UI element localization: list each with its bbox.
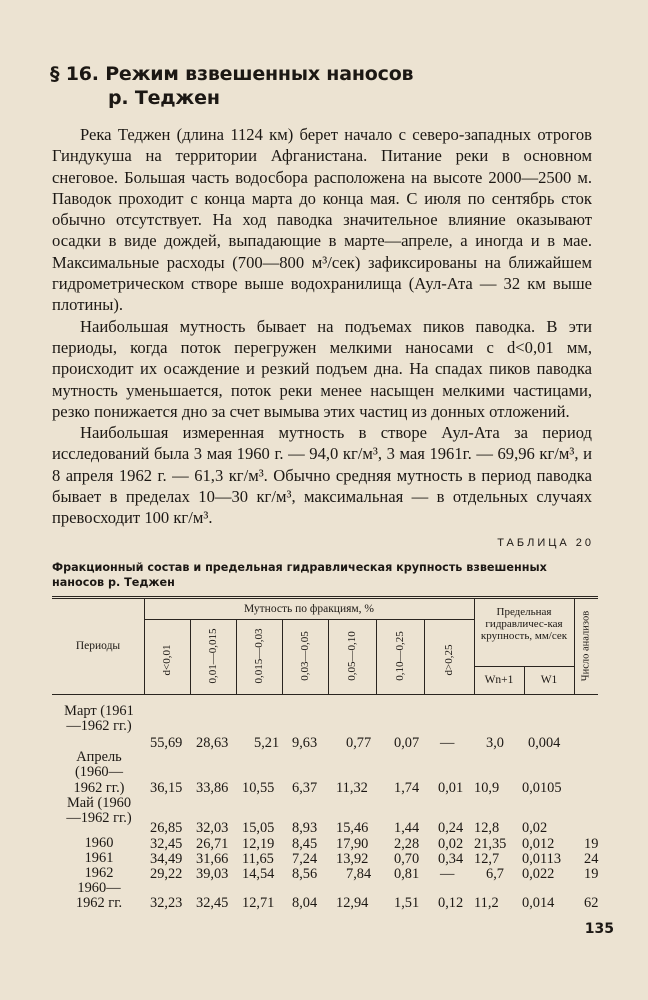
header-fraction: d>0,25 bbox=[443, 644, 455, 676]
header-limit-group: Предельная гидравличес-кая крупность, мм/сек bbox=[480, 606, 568, 642]
table-cell: 8,56 bbox=[292, 866, 318, 882]
table-cell: 32,45 bbox=[150, 836, 183, 852]
table-cell: 0,24 bbox=[438, 820, 464, 836]
header-fraction: 0,03—0,05 bbox=[299, 631, 311, 681]
table-cell: 0,70 bbox=[394, 851, 420, 867]
table-cell: 7,24 bbox=[292, 851, 318, 867]
header-w-n-plus-1: Wn+1 bbox=[484, 674, 514, 686]
table-caption: Фракционный состав и предельная гидравлическая крупность взвешенных наносов р. Теджен bbox=[52, 561, 547, 589]
row-period: Апрель (1960—1962 гг.) bbox=[73, 749, 125, 796]
table-cell: 0,022 bbox=[522, 866, 555, 882]
table-cell: 33,86 bbox=[196, 780, 229, 796]
table-cell: 11,2 bbox=[474, 895, 499, 911]
table-cell: 12,19 bbox=[242, 836, 275, 852]
col-divider bbox=[574, 598, 575, 694]
header-fraction: d<0,01 bbox=[161, 644, 173, 676]
paragraph: Наибольшая измеренная мутность в створе Аул-Ата за период исследований была 3 мая 1960 г. — 94,0 кг/м³, 3 мая 1961г. — 69,96 кг/м³, и 8 апреля 1962 г. — 61,3 кг/м³. Обычно средняя мутность в период паводка бывает в пределах 10—30 кг/м³, максимальная — в отдельных случаях превосходит 100 кг/м³. bbox=[52, 423, 592, 528]
table-cell: 0,02 bbox=[438, 836, 464, 852]
table-cell: 15,46 bbox=[336, 820, 369, 836]
table-cell: 26,71 bbox=[196, 836, 229, 852]
table-cell: 14,54 bbox=[242, 866, 275, 882]
table-cell: 24 bbox=[584, 851, 599, 867]
row-period: 1962 bbox=[84, 865, 114, 881]
table-cell: 0,07 bbox=[394, 735, 420, 751]
table-cell: 8,45 bbox=[292, 836, 318, 852]
table-cell: — bbox=[440, 866, 455, 882]
table-cell: 1,44 bbox=[394, 820, 420, 836]
header-fraction: 0,015—0,03 bbox=[253, 628, 265, 684]
section-title-line-2: р. Теджен bbox=[108, 87, 220, 109]
table-cell: 19 bbox=[584, 866, 599, 882]
col-divider bbox=[328, 619, 329, 694]
table-cell: 10,9 bbox=[474, 780, 500, 796]
table-cell: 1,51 bbox=[394, 895, 420, 911]
table-cell: 10,55 bbox=[242, 780, 275, 796]
table-cell: 9,63 bbox=[292, 735, 318, 751]
table-cell: 7,84 bbox=[346, 866, 372, 882]
body-text bbox=[52, 124, 592, 529]
table-cell: 6,37 bbox=[292, 780, 318, 796]
table-cell: 6,7 bbox=[486, 866, 504, 882]
table-cell: 8,93 bbox=[292, 820, 318, 836]
table-cell: 36,15 bbox=[150, 780, 183, 796]
table-cell: 0,0105 bbox=[522, 780, 562, 796]
header-fraction: 0,05—0,10 bbox=[346, 631, 358, 681]
table-cell: 12,7 bbox=[474, 851, 500, 867]
table-cell: 31,66 bbox=[196, 851, 229, 867]
table-cell: 19 bbox=[584, 836, 599, 852]
table-cell: 0,77 bbox=[346, 735, 372, 751]
table-cell: 26,85 bbox=[150, 820, 183, 836]
table-cell: 0,0113 bbox=[522, 851, 562, 867]
table-cell: 39,03 bbox=[196, 866, 229, 882]
table-cell: 2,28 bbox=[394, 836, 420, 852]
paragraph: Река Теджен (длина 1124 км) берет начало с северо-западных отрогов Гиндукуша на территории Афганистана. Питание реки в основном снеговое. Большая часть водосбора расположена на высоте 2000—2500 м. Паводок проходит с конца марта до конца мая. С июля по сентябрь сток обычно отсутствует. На ход паводка значительное влияние оказывают осадки в виде дождей, выпадающие в марте—апреле, а иногда и в мае. Максимальные расходы (700—800 м³/сек) зафиксированы на ближайшем гидрометрическом створе выше водохранилища (Аул-Ата — 32 км выше плотины). bbox=[52, 125, 592, 315]
table-cell: 3,0 bbox=[486, 735, 504, 751]
header-w1: W1 bbox=[540, 674, 558, 686]
table-cell: 0,81 bbox=[394, 866, 420, 882]
col-divider bbox=[190, 619, 191, 694]
row-period: 1960—1962 гг. bbox=[75, 880, 123, 912]
table-cell: 34,49 bbox=[150, 851, 183, 867]
table-label: ТАБЛИЦА 20 bbox=[497, 537, 594, 549]
table-cell: 0,004 bbox=[528, 735, 561, 751]
section-heading bbox=[50, 62, 610, 110]
table-cell: 21,35 bbox=[474, 836, 507, 852]
col-divider bbox=[424, 619, 425, 694]
table-cell: 32,45 bbox=[196, 895, 229, 911]
row-period: Март (1961—1962 гг.) bbox=[64, 703, 134, 735]
table-cell: 32,03 bbox=[196, 820, 229, 836]
header-turbidity-group: Мутность по фракциям, % bbox=[243, 603, 375, 615]
section-title-line-1: § 16. Режим взвешенных наносов bbox=[50, 63, 414, 85]
table-cell: 28,63 bbox=[196, 735, 229, 751]
table-top-rule bbox=[52, 596, 598, 597]
table-cell: — bbox=[440, 735, 455, 751]
col-divider bbox=[236, 619, 237, 694]
table-cell: 12,94 bbox=[336, 895, 369, 911]
table-cell: 13,92 bbox=[336, 851, 369, 867]
header-periods: Периоды bbox=[75, 640, 121, 652]
table-cell: 17,90 bbox=[336, 836, 369, 852]
table-cell: 29,22 bbox=[150, 866, 183, 882]
header-fraction: 0,01—0,015 bbox=[207, 628, 219, 684]
page-number: 135 bbox=[584, 921, 614, 937]
paragraph: Наибольшая мутность бывает на подъемах пиков паводка. В эти периоды, когда поток перегружен мелкими наносами с d<0,01 мм, происходит их осаждение и резкий подъем дна. На спадах пиков паводка мутность уменьшается, поток реки менее насыщен мелкими частицами, резко понижается дно за счет вымыва этих частиц из донных отложений. bbox=[52, 316, 592, 421]
row-period: Май (1960—1962 гг.) bbox=[66, 795, 132, 827]
table-cell: 0,012 bbox=[522, 836, 555, 852]
table-cell: 8,04 bbox=[292, 895, 318, 911]
header-count: Число анализов bbox=[580, 610, 592, 682]
table-cell: 62 bbox=[584, 895, 599, 911]
table-cell: 0,12 bbox=[438, 895, 464, 911]
table-cell: 11,65 bbox=[242, 851, 274, 867]
table-cell: 32,23 bbox=[150, 895, 183, 911]
col-divider bbox=[376, 619, 377, 694]
table-cell: 0,01 bbox=[438, 780, 464, 796]
table-cell: 12,8 bbox=[474, 820, 500, 836]
table-cell: 0,014 bbox=[522, 895, 555, 911]
table-cell: 15,05 bbox=[242, 820, 275, 836]
table-cell: 5,21 bbox=[254, 735, 280, 751]
table-cell: 55,69 bbox=[150, 735, 183, 751]
row-period: 1961 bbox=[84, 850, 114, 866]
table-top-rule bbox=[52, 598, 598, 599]
table-cell: 11,32 bbox=[336, 780, 368, 796]
table-cell: 12,71 bbox=[242, 895, 275, 911]
table-cell: 1,74 bbox=[394, 780, 420, 796]
header-bottom-rule bbox=[52, 694, 598, 695]
header-fraction: 0,10—0,25 bbox=[394, 631, 406, 681]
table-cell: 0,34 bbox=[438, 851, 464, 867]
row-period: 1960 bbox=[84, 835, 114, 851]
table-cell: 0,02 bbox=[522, 820, 548, 836]
col-divider bbox=[282, 619, 283, 694]
